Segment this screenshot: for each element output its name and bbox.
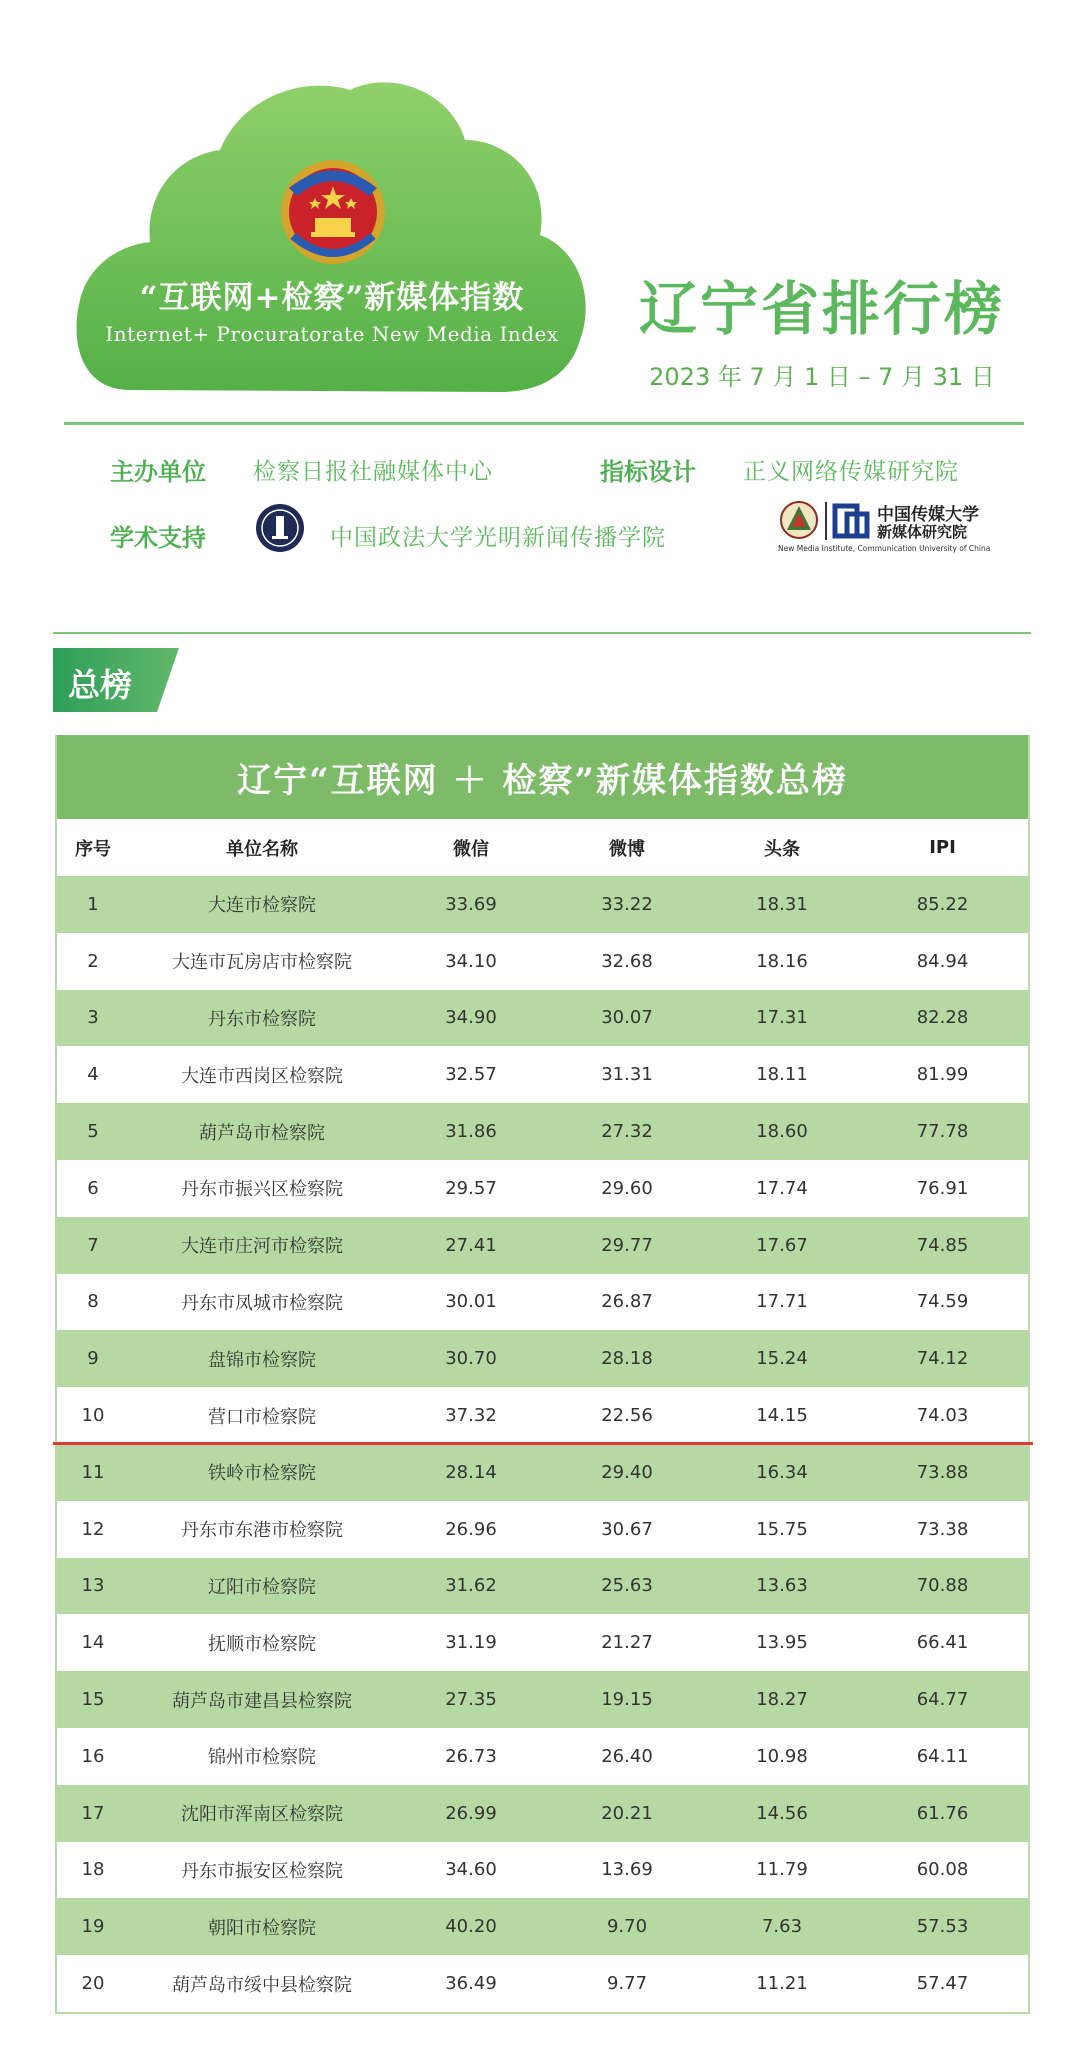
cell-wechat: 29.57 (445, 1177, 497, 1199)
cell-toutiao: 13.95 (756, 1632, 808, 1654)
cell-weibo: 32.68 (601, 950, 653, 972)
cell-weibo: 26.40 (601, 1745, 653, 1767)
cell-ipi: 74.59 (916, 1291, 969, 1313)
cell-rank: 3 (87, 1007, 99, 1029)
nmi-name-cn2: 新媒体研究院 (877, 523, 968, 541)
table-row (57, 1103, 1028, 1160)
cell-unit-name: 大连市庄河市检察院 (181, 1236, 343, 1258)
cell-ipi: 60.08 (916, 1859, 969, 1881)
cell-unit-name: 朝阳市检察院 (208, 1917, 316, 1939)
nmi-name-cn: 中国传媒大学 (877, 505, 979, 525)
cell-ipi: 74.03 (916, 1405, 969, 1427)
cell-unit-name: 抚顺市检察院 (208, 1633, 316, 1655)
cell-rank: 1 (87, 893, 99, 915)
cell-ipi: 77.78 (916, 1121, 969, 1143)
cell-wechat: 31.19 (445, 1632, 497, 1654)
cell-unit-name: 大连市瓦房店市检察院 (172, 952, 352, 974)
cell-rank: 12 (81, 1518, 105, 1540)
cell-rank: 13 (81, 1575, 105, 1597)
cell-unit-name: 葫芦岛市绥中县检察院 (172, 1974, 352, 1996)
cell-wechat: 33.69 (445, 893, 497, 915)
cell-ipi: 66.41 (916, 1632, 969, 1654)
page-title: 辽宁省排行榜 (638, 275, 1005, 343)
cell-wechat: 36.49 (445, 1973, 497, 1995)
support-label: 学术支持 (110, 523, 206, 552)
cell-toutiao: 18.16 (756, 950, 808, 972)
cell-unit-name: 大连市西岗区检察院 (181, 1065, 343, 1087)
cell-weibo: 26.87 (601, 1291, 653, 1313)
cell-wechat: 28.14 (445, 1461, 497, 1483)
cell-wechat: 34.60 (445, 1859, 497, 1881)
date-period: 2023 年 7 月 1 日 – 7 月 31 日 (649, 363, 995, 391)
cell-toutiao: 18.60 (756, 1121, 808, 1143)
cell-weibo: 31.31 (601, 1064, 653, 1086)
cell-weibo: 30.67 (601, 1518, 653, 1540)
cell-toutiao: 17.31 (756, 1007, 808, 1029)
table-row (57, 990, 1028, 1047)
cell-toutiao: 11.21 (756, 1973, 808, 1995)
header-ipi: IPI (929, 837, 956, 858)
header-wechat: 微信 (453, 838, 489, 860)
cell-unit-name: 葫芦岛市检察院 (199, 1122, 325, 1144)
cell-unit-name: 葫芦岛市建昌县检察院 (172, 1690, 352, 1712)
cell-wechat: 27.41 (445, 1234, 497, 1256)
table-row (57, 1728, 1028, 1785)
design-label: 指标设计 (600, 457, 696, 486)
cell-wechat: 37.32 (445, 1405, 497, 1427)
cell-rank: 5 (87, 1121, 99, 1143)
table-row (57, 1898, 1028, 1955)
cell-ipi: 84.94 (916, 950, 969, 972)
cell-wechat: 26.99 (445, 1802, 497, 1824)
cell-rank: 17 (81, 1802, 105, 1824)
cell-weibo: 29.60 (601, 1177, 653, 1199)
cell-unit-name: 辽阳市检察院 (208, 1576, 316, 1598)
header-rank: 序号 (75, 838, 111, 860)
table-row (57, 1955, 1028, 2012)
cell-weibo: 22.56 (601, 1405, 653, 1427)
cell-ipi: 64.11 (916, 1745, 969, 1767)
header-toutiao: 头条 (764, 838, 800, 860)
cell-ipi: 70.88 (916, 1575, 969, 1597)
cell-toutiao: 18.31 (756, 893, 808, 915)
cell-rank: 14 (81, 1632, 105, 1654)
cell-ipi: 74.12 (916, 1348, 969, 1370)
design-text: 正义网络传媒研究院 (743, 459, 959, 485)
cell-ipi: 76.91 (916, 1177, 969, 1199)
header-unit-name: 单位名称 (226, 838, 298, 860)
cell-toutiao: 17.67 (756, 1234, 808, 1256)
cell-rank: 20 (81, 1973, 105, 1995)
cell-rank: 18 (81, 1859, 105, 1881)
cell-toutiao: 18.27 (756, 1689, 808, 1711)
cell-unit-name: 丹东市振安区检察院 (181, 1860, 343, 1882)
nmi-name-en: New Media Institute, Communication University of China (778, 544, 991, 553)
cell-weibo: 28.18 (601, 1348, 653, 1370)
cell-weibo: 21.27 (601, 1632, 653, 1654)
cell-wechat: 26.73 (445, 1745, 497, 1767)
table-row (57, 1444, 1028, 1501)
cell-unit-name: 丹东市凤城市检察院 (181, 1292, 343, 1314)
cell-ipi: 64.77 (916, 1689, 969, 1711)
cell-weibo: 13.69 (601, 1859, 653, 1881)
cloud-title-cn: “互联网+检察”新媒体指数 (139, 280, 525, 316)
cell-rank: 9 (87, 1348, 99, 1370)
cell-unit-name: 大连市检察院 (208, 895, 316, 917)
host-text: 检察日报社融媒体中心 (253, 459, 493, 485)
cell-wechat: 26.96 (445, 1518, 497, 1540)
cell-rank: 2 (87, 950, 99, 972)
cell-toutiao: 10.98 (756, 1745, 808, 1767)
cell-unit-name: 沈阳市浑南区检察院 (181, 1804, 343, 1826)
table-title: 辽宁“互联网 ＋ 检察”新媒体指数总榜 (57, 735, 1028, 819)
cell-weibo: 33.22 (601, 893, 653, 915)
table-row (57, 1217, 1028, 1274)
cloud-title-en: Internet+ Procuratorate New Media Index (105, 322, 559, 346)
cell-wechat: 34.10 (445, 950, 497, 972)
cell-ipi: 81.99 (916, 1064, 969, 1086)
cell-wechat: 31.62 (445, 1575, 497, 1597)
cell-ipi: 73.88 (916, 1461, 969, 1483)
cell-rank: 11 (81, 1461, 105, 1483)
cell-weibo: 25.63 (601, 1575, 653, 1597)
table-row (57, 1558, 1028, 1615)
table-row (57, 1330, 1028, 1387)
cell-rank: 7 (87, 1234, 99, 1256)
cell-wechat: 30.01 (445, 1291, 497, 1313)
table-row (57, 1671, 1028, 1728)
host-label: 主办单位 (110, 457, 206, 486)
cell-weibo: 9.77 (606, 1973, 648, 1995)
university-logo-icon (255, 503, 305, 553)
table-row (57, 876, 1028, 933)
cell-ipi: 57.47 (916, 1973, 969, 1995)
cell-rank: 15 (81, 1689, 105, 1711)
cell-weibo: 30.07 (601, 1007, 653, 1029)
cell-weibo: 20.21 (601, 1802, 653, 1824)
cell-toutiao: 17.74 (756, 1177, 808, 1199)
cell-rank: 6 (87, 1177, 99, 1199)
cell-toutiao: 15.24 (756, 1348, 808, 1370)
table-row (57, 933, 1028, 990)
cell-weibo: 29.77 (601, 1234, 653, 1256)
cell-wechat: 30.70 (445, 1348, 497, 1370)
cell-toutiao: 11.79 (756, 1859, 808, 1881)
table-body (57, 876, 1028, 2012)
cell-wechat: 31.86 (445, 1121, 497, 1143)
cell-toutiao: 15.75 (756, 1518, 808, 1540)
table-row (57, 1842, 1028, 1899)
cell-toutiao: 16.34 (756, 1461, 808, 1483)
table-row (57, 1785, 1028, 1842)
cell-ipi: 85.22 (916, 893, 969, 915)
cell-toutiao: 14.15 (756, 1405, 808, 1427)
divider (64, 422, 1024, 425)
table-row (57, 1274, 1028, 1331)
table-row (57, 1387, 1028, 1444)
cell-ipi: 82.28 (916, 1007, 969, 1029)
cell-weibo: 19.15 (601, 1689, 653, 1711)
cell-unit-name: 铁岭市检察院 (208, 1463, 316, 1485)
cell-rank: 10 (81, 1405, 105, 1427)
cell-rank: 19 (81, 1916, 105, 1938)
cell-weibo: 27.32 (601, 1121, 653, 1143)
cell-unit-name: 锦州市检察院 (208, 1747, 316, 1769)
top10-cutoff-line (53, 1442, 1033, 1445)
cell-ipi: 73.38 (916, 1518, 969, 1540)
cell-weibo: 29.40 (601, 1461, 653, 1483)
cell-weibo: 9.70 (606, 1916, 648, 1938)
cell-ipi: 74.85 (916, 1234, 969, 1256)
cell-toutiao: 14.56 (756, 1802, 808, 1824)
cell-wechat: 34.90 (445, 1007, 497, 1029)
table-row (57, 1046, 1028, 1103)
cell-ipi: 61.76 (916, 1802, 969, 1824)
cell-wechat: 27.35 (445, 1689, 497, 1711)
cell-unit-name: 丹东市东港市检察院 (181, 1520, 343, 1542)
cell-toutiao: 7.63 (761, 1916, 803, 1938)
table-row (57, 1501, 1028, 1558)
table-header-row (57, 819, 1028, 876)
header-weibo: 微博 (609, 838, 645, 860)
section-tag: 总榜 (68, 666, 133, 704)
cell-toutiao: 18.11 (756, 1064, 808, 1086)
cell-rank: 16 (81, 1745, 105, 1767)
cell-rank: 4 (87, 1064, 99, 1086)
cell-ipi: 57.53 (916, 1916, 969, 1938)
cell-toutiao: 13.63 (756, 1575, 808, 1597)
support-text: 中国政法大学光明新闻传播学院 (330, 525, 666, 551)
cell-wechat: 32.57 (445, 1064, 497, 1086)
cell-unit-name: 盘锦市检察院 (208, 1349, 316, 1371)
cell-unit-name: 丹东市振兴区检察院 (181, 1179, 343, 1201)
cell-unit-name: 丹东市检察院 (208, 1008, 316, 1030)
cell-wechat: 40.20 (445, 1916, 497, 1938)
procuratorate-emblem-icon (279, 158, 387, 266)
cell-toutiao: 17.71 (756, 1291, 808, 1313)
ranking-table (55, 735, 1030, 2014)
table-row (57, 1160, 1028, 1217)
divider (53, 632, 1031, 634)
cell-unit-name: 营口市检察院 (208, 1406, 316, 1428)
cell-rank: 8 (87, 1291, 99, 1313)
table-row (57, 1614, 1028, 1671)
